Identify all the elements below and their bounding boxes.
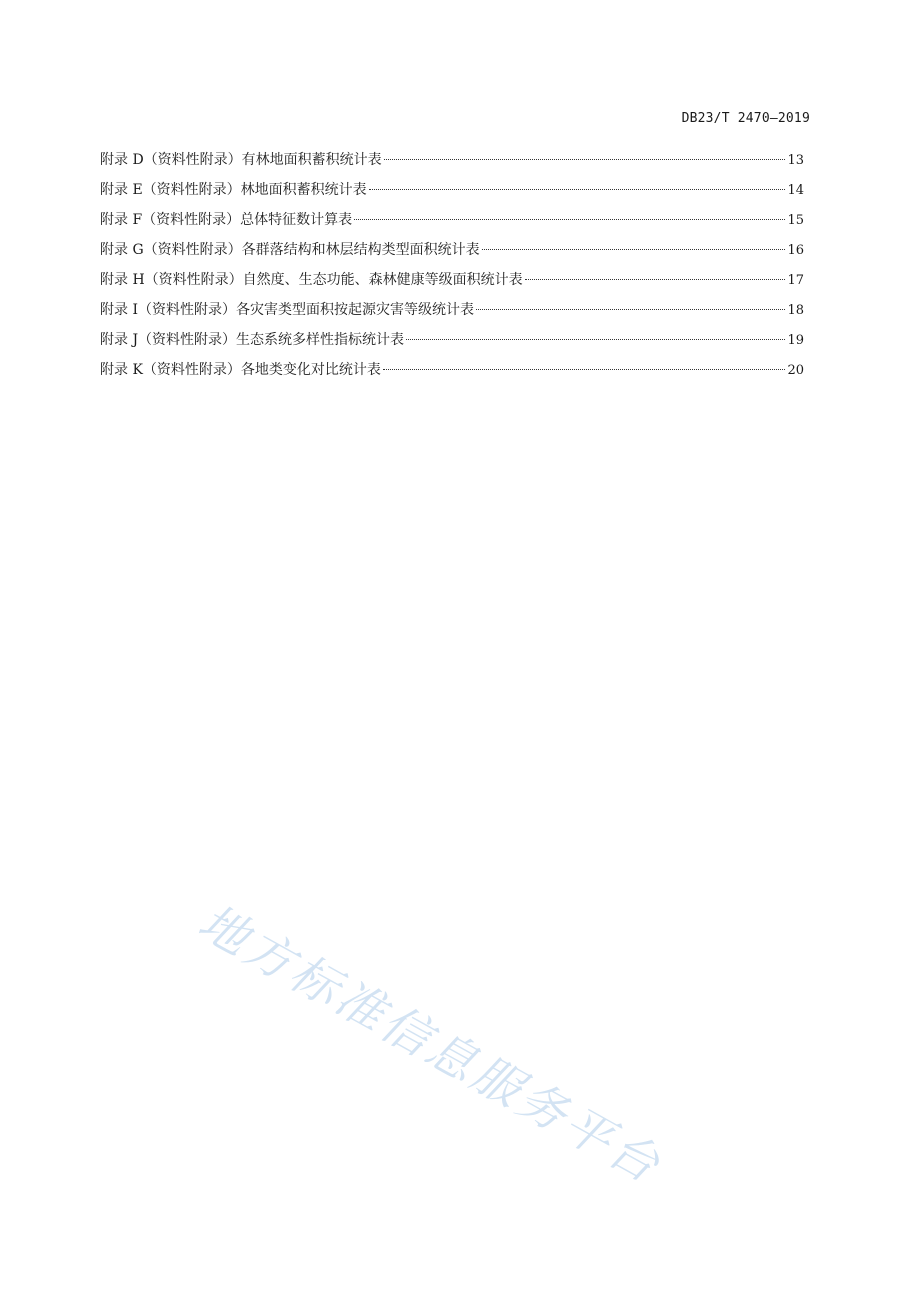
toc-list: [100, 150, 804, 390]
toc-leader: [384, 159, 786, 160]
toc-leader: [354, 219, 785, 220]
toc-leader: [406, 339, 785, 340]
toc-leader: [525, 279, 786, 280]
toc-entry-title: 附录 J（资料性附录）生态系统多样性指标统计表: [100, 332, 405, 348]
toc-entry-page: 13: [787, 153, 804, 168]
toc-leader: [369, 189, 786, 190]
toc-entry-d[interactable]: [100, 150, 804, 180]
toc-leader: [476, 309, 785, 310]
toc-entry-f[interactable]: [100, 210, 804, 240]
toc-entry-title: 附录 F（资料性附录）总体特征数计算表: [100, 212, 353, 228]
toc-entry-title: 附录 G（资料性附录）各群落结构和林层结构类型面积统计表: [100, 242, 480, 258]
toc-entry-e[interactable]: [100, 180, 804, 210]
doc-code: DB23/T 2470—2019: [681, 111, 810, 126]
toc-entry-j[interactable]: [100, 330, 804, 360]
toc-entry-g[interactable]: [100, 240, 804, 270]
toc-entry-page: 20: [787, 363, 804, 378]
toc-entry-page: 14: [787, 183, 804, 198]
toc-entry-title: 附录 D（资料性附录）有林地面积蓄积统计表: [100, 152, 382, 168]
toc-entry-title: 附录 K（资料性附录）各地类变化对比统计表: [100, 362, 381, 378]
toc-entry-title: 附录 I（资料性附录）各灾害类型面积按起源灾害等级统计表: [100, 302, 474, 318]
toc-entry-page: 19: [787, 333, 804, 348]
toc-leader: [383, 369, 786, 370]
toc-entry-page: 16: [787, 243, 804, 258]
toc-entry-page: 15: [787, 213, 804, 228]
toc-entry-h[interactable]: [100, 270, 804, 300]
toc-entry-title: 附录 H（资料性附录）自然度、生态功能、森林健康等级面积统计表: [100, 272, 523, 288]
watermark: 地方标准信息服务平台: [189, 893, 672, 1196]
toc-entry-page: 17: [787, 273, 804, 288]
toc-entry-title: 附录 E（资料性附录）林地面积蓄积统计表: [100, 182, 367, 198]
toc-leader: [482, 249, 786, 250]
toc-entry-page: 18: [787, 303, 804, 318]
toc-entry-i[interactable]: [100, 300, 804, 330]
toc-entry-k[interactable]: [100, 360, 804, 390]
